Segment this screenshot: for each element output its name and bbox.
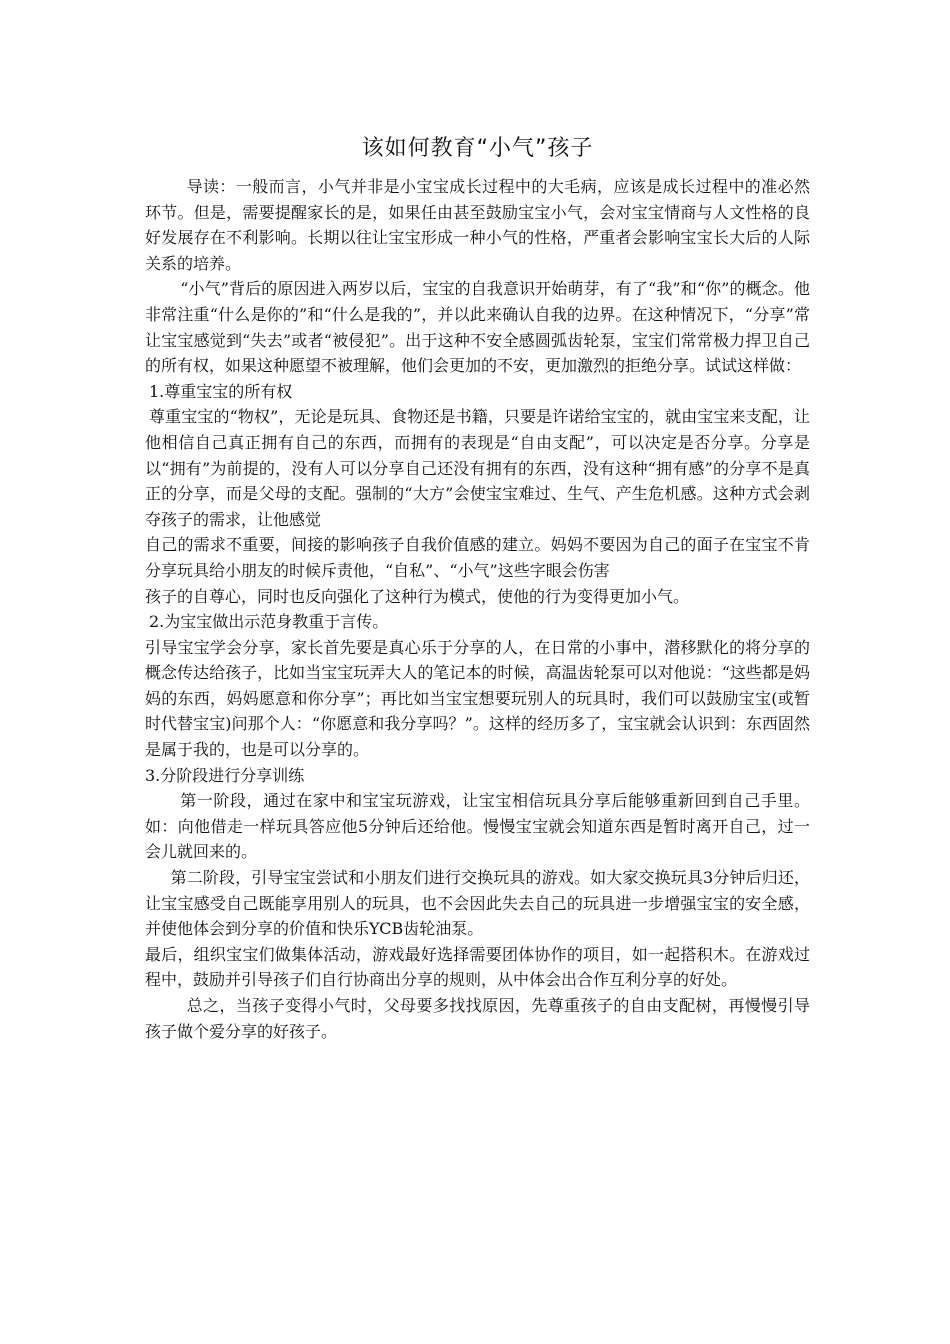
document-page (145, 132, 810, 1044)
paragraph-reason: “小气”背后的原因进入两岁以后，宝宝的自我意识开始萌芽，有了“我”和“你”的概念。他非常注重“什么是你的”和“什么是我的”，并以此来确认自我的边界。在这种情况下，“分享”常让宝宝感觉到“失去”或者“被侵犯”。出于这种不安全感圆弧齿轮泵，宝宝们常常极力捍卫自己的所有权，如果这种愿望不被理解，他们会更加的不安，更加激烈的拒绝分享。试试这样做： (145, 279, 810, 376)
paragraph-section-2: 引导宝宝学会分享，家长首先要是真心乐于分享的人，在日常的小事中，潜移默化的将分享的概念传达给孩子，比如当宝宝玩弄大人的笔记本的时候，高温齿轮泵可以对他说：“这些都是妈妈的东西，妈妈愿意和你分享”；再比如当宝宝想要玩别人的玩具时，我们可以鼓励宝宝(或暂时代替宝宝)问那个人：“你愿意和我分享吗？”。这样的经历多了，宝宝就会认识到：东西固然是属于我的，也是可以分享的。 (145, 637, 810, 760)
document-title: 该如何教育“小气”孩子 (361, 136, 594, 161)
paragraph-stage-1: 第一阶段，通过在家中和宝宝玩游戏，让宝宝相信玩具分享后能够重新回到自己手里。如：向他借走一样玩具答应他5分钟后还给他。慢慢宝宝就会知道东西是暂时离开自己，过一会儿就回来的。 (145, 791, 810, 862)
paragraph-final-stage: 最后，组织宝宝们做集体活动，游戏最好选择需要团体协作的项目，如一起搭积木。在游戏过程中，鼓励并引导孩子们自行协商出分享的规则，从中体会出合作互利分享的好处。 (145, 944, 810, 990)
paragraph-section-1c: 孩子的自尊心，同时也反向强化了这种行为模式，使他的行为变得更加小气。 (145, 586, 690, 606)
paragraph-section-1a: 尊重宝宝的“物权”，无论是玩具、食物还是书籍，只要是许诺给宝宝的，就由宝宝来支配，让他相信自己真正拥有自己的东西，而拥有的表现是“自由支配”，可以决定是否分享。分享是以“拥有”为前提的，没有人可以分享自己还没有拥有的东西，没有这种“拥有感”的分享不是真正的分享，而是父母的支配。强制的“大方”会使宝宝难过、生气、产生危机感。这种方式会剥夺孩子的需求，让他感觉 (145, 407, 810, 529)
section-heading-2: 2.为宝宝做出示范身教重于言传。 (149, 612, 389, 632)
paragraph-intro: 导读：一般而言，小气并非是小宝宝成长过程中的大毛病，应该是成长过程中的准必然环节。但是，需要提醒家长的是，如果任由甚至鼓励宝宝小气，会对宝宝情商与人文性格的良好发展存在不利影响。长期以往让宝宝形成一种小气的性格，严重者会影响宝宝长大后的人际关系的培养。 (145, 177, 810, 273)
paragraph-stage-2: 第二阶段，引导宝宝尝试和小朋友们进行交换玩具的游戏。如大家交换玩具3分钟后归还，让宝宝感受自己既能享用别人的玩具，也不会因此失去自己的玩具进一步增强宝宝的安全感，并使他体会到分享的价值和快乐YCB齿轮油泵。 (145, 868, 810, 939)
paragraph-section-1b: 自己的需求不重要，间接的影响孩子自我价值感的建立。妈妈不要因为自己的面子在宝宝不肯分享玩具给小朋友的时候斥责他，“自私”、“小气”这些字眼会伤害 (145, 535, 810, 580)
section-heading-1: 1.尊重宝宝的所有权 (149, 381, 293, 401)
section-heading-3: 3.分阶段进行分享训练 (145, 765, 305, 785)
paragraph-summary: 总之，当孩子变得小气时，父母要多找找原因，先尊重孩子的自由支配树，再慢慢引导孩子做个爱分享的好孩子。 (145, 996, 810, 1041)
